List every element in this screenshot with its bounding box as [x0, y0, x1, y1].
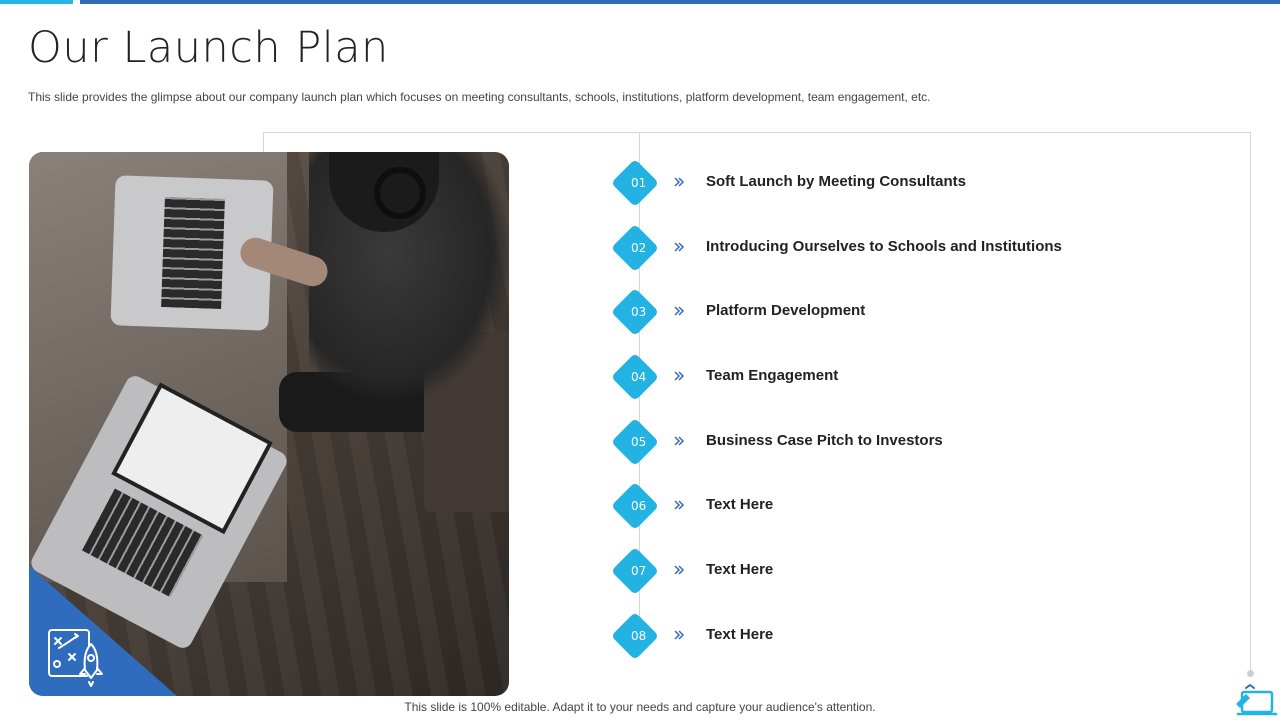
step-label: Text Here: [706, 496, 774, 513]
step-item: [616, 164, 1176, 210]
step-item: [616, 229, 1176, 275]
step-label: Business Case Pitch to Investors: [706, 432, 943, 449]
chevron-right-double-icon: [673, 174, 685, 190]
step-number: 01: [631, 176, 647, 190]
page-title: Our Launch Plan: [28, 23, 389, 73]
top-accent-bar: [0, 0, 73, 4]
chevron-right-double-icon: [673, 627, 685, 643]
step-number: 04: [631, 370, 647, 384]
photo-headphones: [374, 167, 426, 219]
step-number: 03: [631, 305, 647, 319]
step-label: Team Engagement: [706, 367, 839, 384]
chevron-right-double-icon: [673, 562, 685, 578]
step-label: Soft Launch by Meeting Consultants: [706, 173, 967, 190]
chevron-right-double-icon: [673, 433, 685, 449]
chevron-right-double-icon: [673, 239, 685, 255]
step-item: [616, 358, 1176, 404]
laptop-education-icon: [1232, 682, 1278, 720]
step-number: 05: [631, 435, 647, 449]
rocket-strategy-icon: [45, 624, 109, 688]
chevron-right-double-icon: [673, 368, 685, 384]
step-label: Introducing Ourselves to Schools and Institutions: [706, 238, 1062, 255]
chevron-right-double-icon: [673, 497, 685, 513]
step-item: [616, 487, 1176, 533]
step-number: 02: [631, 241, 647, 255]
page-subtitle: This slide provides the glimpse about our company launch plan which focuses on meeting consultants, schools, institutions, platform development, team engagement, etc.: [28, 90, 931, 104]
step-label: Text Here: [706, 626, 774, 643]
step-number: 08: [631, 629, 647, 643]
step-number: 07: [631, 564, 647, 578]
step-number: 06: [631, 499, 647, 513]
step-item: [616, 423, 1176, 469]
frame-end-dot: [1247, 670, 1254, 677]
step-item: [616, 293, 1176, 339]
step-item: [616, 617, 1176, 663]
footer-note: This slide is 100% editable. Adapt it to your needs and capture your audience's attention.: [404, 700, 876, 714]
chevron-right-double-icon: [673, 303, 685, 319]
top-bar: [80, 0, 1280, 4]
step-item: [616, 552, 1176, 598]
workspace-photo: [29, 152, 509, 696]
step-label: Platform Development: [706, 302, 866, 319]
step-label: Text Here: [706, 561, 774, 578]
